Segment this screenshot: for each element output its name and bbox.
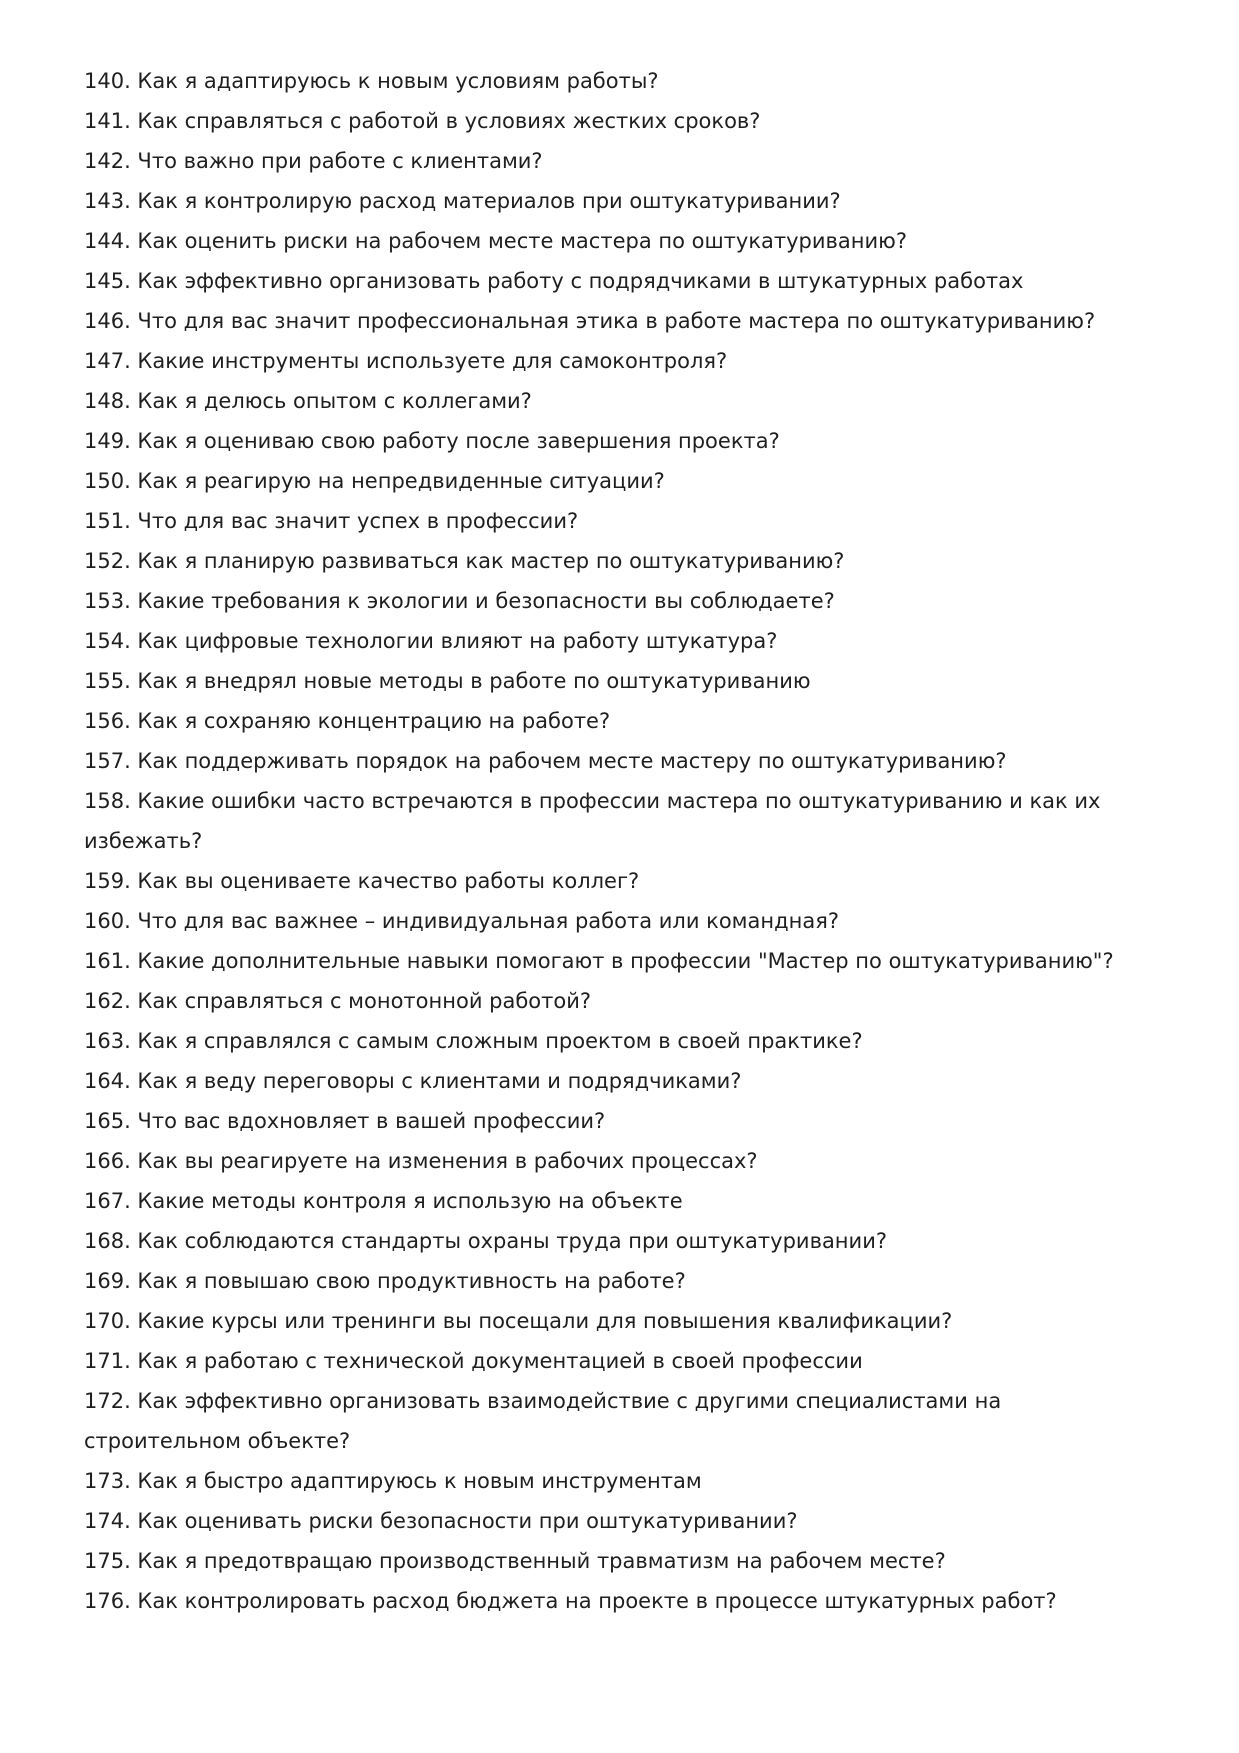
question-item-159: 159. Как вы оцениваете качество работы коллег? <box>84 869 640 893</box>
question-item-141: 141. Как справляться с работой в условиях жестких сроков? <box>84 109 761 133</box>
question-item-142: 142. Что важно при работе с клиентами? <box>84 149 543 173</box>
question-item-158: 158. Какие ошибки часто встречаются в профессии мастера по оштукатуриванию и как их избежать? <box>84 789 1101 853</box>
question-item-140: 140. Как я адаптируюсь к новым условиям работы? <box>84 69 659 93</box>
question-item-167: 167. Какие методы контроля я использую на объекте <box>84 1189 683 1213</box>
question-item-165: 165. Что вас вдохновляет в вашей профессии? <box>84 1109 606 1133</box>
question-item-172: 172. Как эффективно организовать взаимодействие с другими специалистами на строительном объекте? <box>84 1389 1002 1453</box>
question-list <box>84 61 1164 1621</box>
question-item-153: 153. Какие требования к экологии и безопасности вы соблюдаете? <box>84 589 835 613</box>
question-item-155: 155. Как я внедрял новые методы в работе по оштукатуриванию <box>84 669 811 693</box>
question-item-154: 154. Как цифровые технологии влияют на работу штукатура? <box>84 629 778 653</box>
question-item-143: 143. Как я контролирую расход материалов при оштукатуривании? <box>84 189 841 213</box>
question-item-164: 164. Как я веду переговоры с клиентами и подрядчиками? <box>84 1069 742 1093</box>
question-item-163: 163. Как я справлялся с самым сложным проектом в своей практике? <box>84 1029 863 1053</box>
question-item-149: 149. Как я оцениваю свою работу после завершения проекта? <box>84 429 780 453</box>
question-item-161: 161. Какие дополнительные навыки помогают в профессии "Мастер по оштукатуриванию"? <box>84 949 1114 973</box>
question-item-152: 152. Как я планирую развиваться как мастер по оштукатуриванию? <box>84 549 845 573</box>
question-item-146: 146. Что для вас значит профессиональная этика в работе мастера по оштукатуриванию? <box>84 309 1096 333</box>
question-item-147: 147. Какие инструменты используете для самоконтроля? <box>84 349 728 373</box>
question-item-174: 174. Как оценивать риски безопасности при оштукатуривании? <box>84 1509 798 1533</box>
question-item-162: 162. Как справляться с монотонной работой? <box>84 989 592 1013</box>
question-item-157: 157. Как поддерживать порядок на рабочем месте мастеру по оштукатуриванию? <box>84 749 1007 773</box>
question-item-175: 175. Как я предотвращаю производственный травматизм на рабочем месте? <box>84 1549 946 1573</box>
question-item-173: 173. Как я быстро адаптируюсь к новым инструментам <box>84 1469 702 1493</box>
question-item-151: 151. Что для вас значит успех в профессии? <box>84 509 579 533</box>
question-item-145: 145. Как эффективно организовать работу с подрядчиками в штукатурных работах <box>84 269 1024 293</box>
question-item-144: 144. Как оценить риски на рабочем месте мастера по оштукатуриванию? <box>84 229 907 253</box>
question-item-166: 166. Как вы реагируете на изменения в рабочих процессах? <box>84 1149 758 1173</box>
question-item-160: 160. Что для вас важнее – индивидуальная работа или командная? <box>84 909 840 933</box>
question-item-171: 171. Как я работаю с технической документацией в своей профессии <box>84 1349 863 1373</box>
question-item-148: 148. Как я делюсь опытом с коллегами? <box>84 389 532 413</box>
question-item-156: 156. Как я сохраняю концентрацию на работе? <box>84 709 611 733</box>
question-item-176: 176. Как контролировать расход бюджета на проекте в процессе штукатурных работ? <box>84 1589 1057 1613</box>
question-item-150: 150. Как я реагирую на непредвиденные ситуации? <box>84 469 665 493</box>
question-item-168: 168. Как соблюдаются стандарты охраны труда при оштукатуривании? <box>84 1229 887 1253</box>
question-item-169: 169. Как я повышаю свою продуктивность на работе? <box>84 1269 686 1293</box>
question-item-170: 170. Какие курсы или тренинги вы посещали для повышения квалификации? <box>84 1309 953 1333</box>
